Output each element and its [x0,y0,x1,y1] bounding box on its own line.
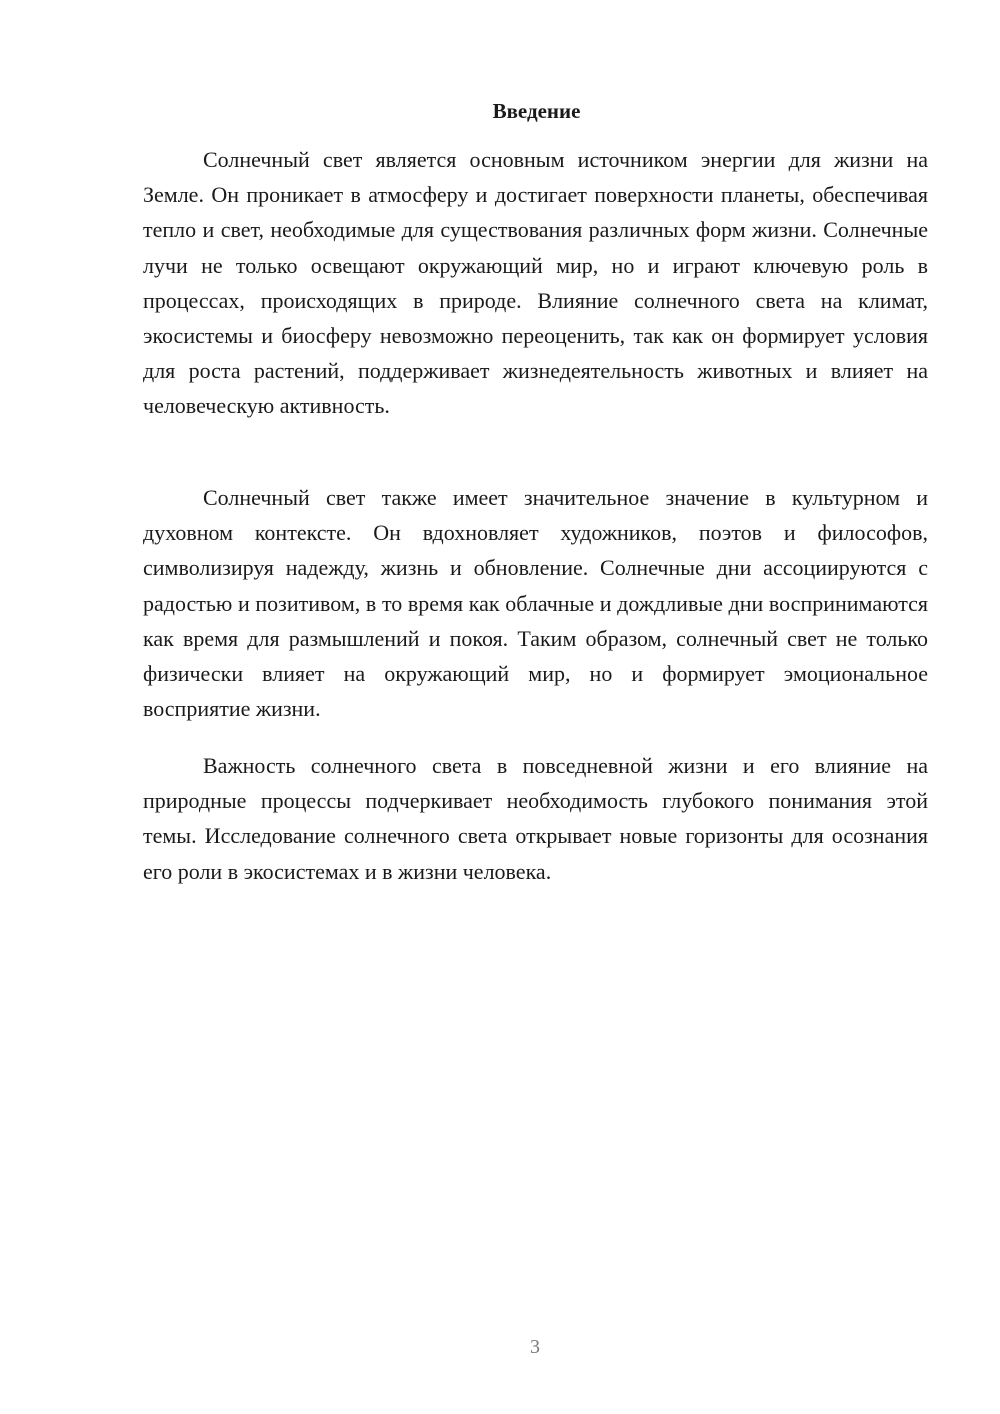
heading-text: Введение [492,99,581,123]
paragraph-2: Солнечный свет также имеет значительное значение в культурном и духовном контексте. Он вдохновляет художников, поэтов и философов, символизируя надежду, жизнь и обновление. Солнечные дни ассоциируются с радостью и позитивом, в то время как облачные и дождливые дни воспринимаются как время для размышлений и покоя. Таким образом, солнечный свет не только физически влияет на окружающий мир, но и формирует эмоциональное восприятие жизни. [143,485,928,722]
page-number: 3 [530,1336,540,1358]
paragraph-3: Важность солнечного света в повседневной жизни и его влияние на природные процессы подчеркивает необходимость глубокого понимания этой темы. Исследование солнечного света открывает новые горизонты для осознания его роли в экосистемах и в жизни человека. [143,753,928,884]
section-heading [143,97,928,125]
paragraph-1: Солнечный свет является основным источником энергии для жизни на Земле. Он проникает в атмосферу и достигает поверхности планеты, обеспечивая тепло и свет, необходимые для существования различных форм жизни. Солнечные лучи не только освещают окружающий мир, но и играют ключевую роль в процессах, происходящих в природе. Влияние солнечного света на климат, экосистемы и биосферу невозможно переоценить, так как он формирует условия для роста растений, поддерживает жизнедеятельность животных и влияет на человеческую активность. [143,147,928,419]
